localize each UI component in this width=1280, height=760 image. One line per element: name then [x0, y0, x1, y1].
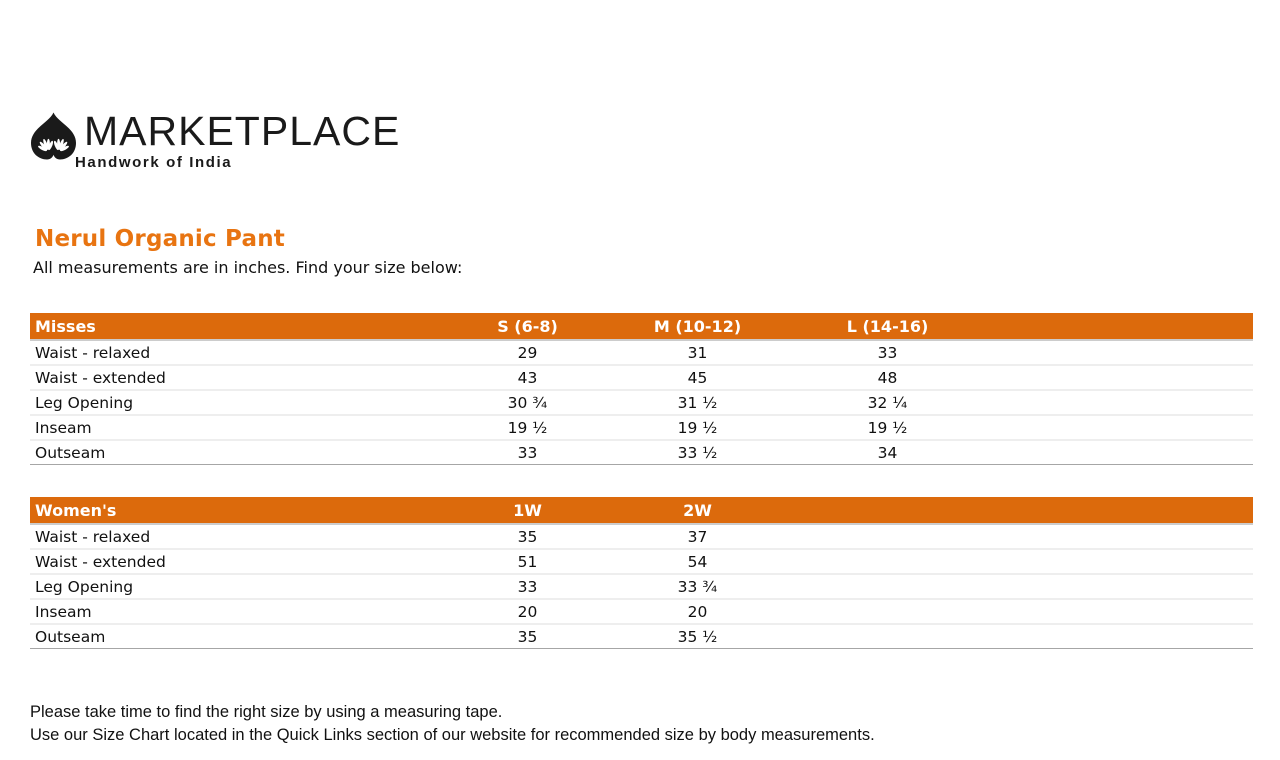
size-value-cell: 48 — [780, 365, 995, 390]
table-row — [30, 415, 1253, 440]
filler-cell — [995, 624, 1253, 649]
brand-text-block — [75, 108, 401, 171]
womens-size-table — [30, 497, 1253, 649]
measure-label-cell: Leg Opening — [30, 574, 440, 599]
size-value-cell: 51 — [440, 549, 615, 574]
brand-tagline: Handwork of India — [75, 154, 233, 171]
size-value-cell — [780, 599, 995, 624]
sizing-note-line1: Please take time to find the right size by using a measuring tape. — [30, 703, 503, 721]
measure-label-cell: Waist - extended — [30, 365, 440, 390]
size-value-cell: 30 ¾ — [440, 390, 615, 415]
size-value-cell: 19 ½ — [440, 415, 615, 440]
size-column-header: L (14-16) — [780, 313, 995, 340]
brand-logo — [30, 108, 401, 171]
size-value-cell: 31 — [615, 340, 780, 365]
size-value-cell: 33 — [780, 340, 995, 365]
size-value-cell: 33 ¾ — [615, 574, 780, 599]
size-value-cell: 20 — [440, 599, 615, 624]
filler-cell — [995, 390, 1253, 415]
measure-label-cell: Inseam — [30, 599, 440, 624]
table-category-header: Women's — [30, 497, 440, 524]
size-value-cell: 33 — [440, 574, 615, 599]
size-value-cell: 34 — [780, 440, 995, 465]
header-filler-cell — [995, 497, 1253, 524]
size-value-cell — [780, 624, 995, 649]
size-value-cell: 33 — [440, 440, 615, 465]
marketplace-leaf-icon — [30, 111, 77, 162]
filler-cell — [995, 524, 1253, 549]
filler-cell — [995, 440, 1253, 465]
size-value-cell: 54 — [615, 549, 780, 574]
table-row — [30, 524, 1253, 549]
filler-cell — [995, 340, 1253, 365]
size-value-cell — [780, 574, 995, 599]
measure-label-cell: Waist - extended — [30, 549, 440, 574]
misses-size-table — [30, 313, 1253, 465]
table-row — [30, 574, 1253, 599]
sizing-note — [30, 701, 875, 747]
table-row — [30, 549, 1253, 574]
filler-cell — [995, 365, 1253, 390]
size-value-cell: 19 ½ — [780, 415, 995, 440]
size-column-header: S (6-8) — [440, 313, 615, 340]
size-value-cell — [780, 524, 995, 549]
size-column-header — [780, 497, 995, 524]
measure-label-cell: Outseam — [30, 440, 440, 465]
header-filler-cell — [995, 313, 1253, 340]
filler-cell — [995, 415, 1253, 440]
size-value-cell: 35 — [440, 624, 615, 649]
table-row — [30, 340, 1253, 365]
size-value-cell: 29 — [440, 340, 615, 365]
table-category-header: Misses — [30, 313, 440, 340]
measure-label-cell: Leg Opening — [30, 390, 440, 415]
size-value-cell: 43 — [440, 365, 615, 390]
size-value-cell: 19 ½ — [615, 415, 780, 440]
womens-header-row — [30, 497, 1253, 524]
table-row — [30, 390, 1253, 415]
measure-label-cell: Outseam — [30, 624, 440, 649]
table-row — [30, 624, 1253, 649]
size-value-cell: 31 ½ — [615, 390, 780, 415]
measure-label-cell: Inseam — [30, 415, 440, 440]
sizing-note-line2: Use our Size Chart located in the Quick Links section of our website for recommended size by body measurements. — [30, 726, 875, 744]
misses-header-row — [30, 313, 1253, 340]
size-value-cell: 45 — [615, 365, 780, 390]
size-value-cell: 37 — [615, 524, 780, 549]
filler-cell — [995, 599, 1253, 624]
size-column-header: M (10-12) — [615, 313, 780, 340]
filler-cell — [995, 549, 1253, 574]
measure-label-cell: Waist - relaxed — [30, 340, 440, 365]
size-value-cell — [780, 549, 995, 574]
filler-cell — [995, 574, 1253, 599]
size-value-cell: 35 ½ — [615, 624, 780, 649]
intro-text: All measurements are in inches. Find your size below: — [33, 258, 463, 277]
size-value-cell: 32 ¼ — [780, 390, 995, 415]
table-row — [30, 599, 1253, 624]
size-value-cell: 20 — [615, 599, 780, 624]
size-value-cell: 33 ½ — [615, 440, 780, 465]
table-row — [30, 440, 1253, 465]
measure-label-cell: Waist - relaxed — [30, 524, 440, 549]
size-column-header: 1W — [440, 497, 615, 524]
size-column-header: 2W — [615, 497, 780, 524]
product-title: Nerul Organic Pant — [35, 226, 285, 252]
brand-name: MARKETPLACE — [84, 108, 401, 154]
table-row — [30, 365, 1253, 390]
size-value-cell: 35 — [440, 524, 615, 549]
